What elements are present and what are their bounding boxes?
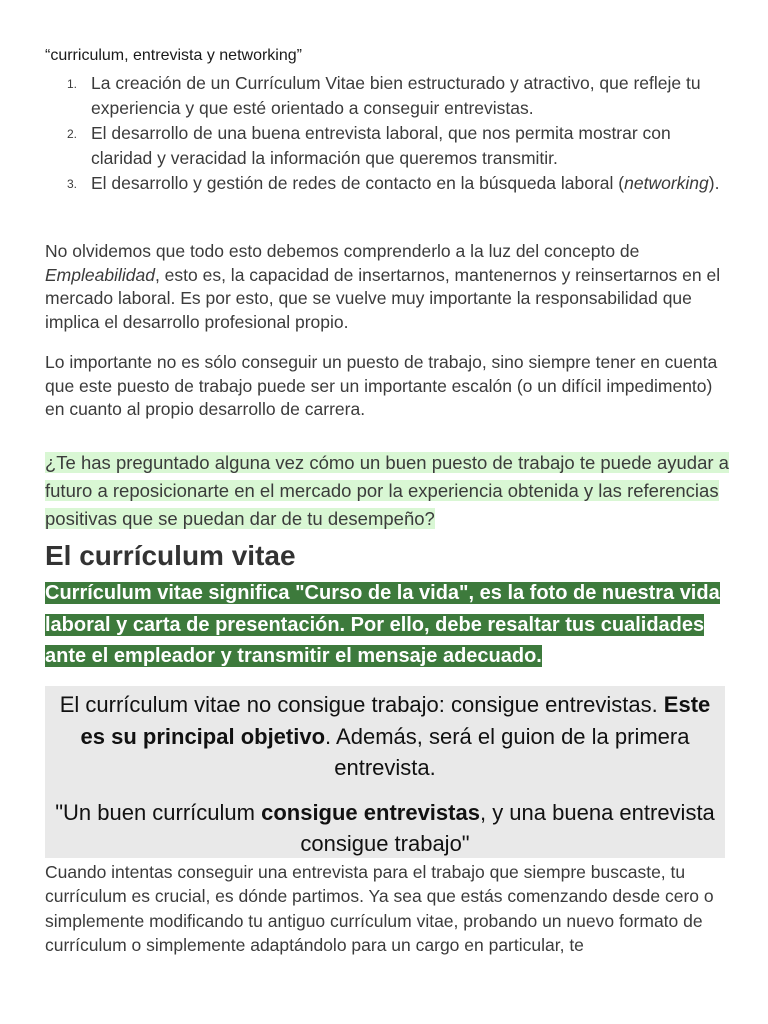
steps-list xyxy=(45,71,735,196)
saying-emphasis: consigue entrevistas xyxy=(261,799,480,825)
section-heading: El currículum vitae xyxy=(45,540,296,571)
list-item-text: La creación de un Currículum Vitae bien estructurado y atractivo, que refleje tu experiencia y que esté orientado a conseguir entrevistas. xyxy=(91,73,701,118)
list-item xyxy=(45,71,735,121)
intro-title: “curriculum, entrevista y networking” xyxy=(45,47,302,64)
list-number: 1. xyxy=(67,77,78,91)
list-item-text-before: El desarrollo y gestión de redes de contacto en la búsqueda laboral ( xyxy=(91,173,625,193)
list-item-text: El desarrollo de una buena entrevista laboral, que nos permita mostrar con claridad y veracidad la información que queremos transmitir. xyxy=(91,123,671,168)
question-text: ¿Te has preguntado alguna vez cómo un buen puesto de trabajo te puede ayudar a futuro a reposicionarte en el mercado por la experiencia obtenida y las referencias positivas que se puedan dar de tu desempeño? xyxy=(45,452,729,529)
quote-objective xyxy=(45,686,725,784)
highlighted-question xyxy=(45,449,735,533)
callout-text: Currículum vitae significa "Curso de la vida", es la foto de nuestra vida laboral y carta de presentación. Por ello, debe resaltar tus cualidades ante el empleador y transmitir el mensaje adecuado. xyxy=(45,582,720,667)
career-paragraph: Lo importante no es sólo conseguir un puesto de trabajo, sino siempre tener en cuenta que este puesto de trabajo puede ser un importante escalón (o un difícil impedimento) en cuanto al propio desarrollo de carrera. xyxy=(45,352,718,419)
list-number: 2. xyxy=(67,127,78,141)
saying-text-before: "Un buen currículum xyxy=(55,799,262,825)
definition-callout xyxy=(45,578,725,673)
intro-cv-paragraph: Cuando intentas conseguir una entrevista para el trabajo que siempre buscaste, tu currículum es crucial, es dónde partimos. Ya sea que estás comenzando desde cero o simplemente modificando tu antiguo currículum vitae, probando un nuevo formato de currículum o simplemente adaptándolo para un cargo en particular, te xyxy=(45,862,714,955)
quote-box xyxy=(45,686,725,858)
list-item-text-after: ). xyxy=(708,173,720,193)
paragraph-text-before: No olvidemos que todo esto debemos comprenderlo a la luz del concepto de xyxy=(45,241,640,261)
quote-text-before: El currículum vitae no consigue trabajo: consigue entrevistas. xyxy=(59,692,664,717)
employability-paragraph xyxy=(45,240,735,334)
quote-saying xyxy=(45,797,725,860)
saying-text-after: , y una buena entrevista consigue trabajo" xyxy=(300,799,715,856)
list-number: 3. xyxy=(67,177,78,191)
list-item xyxy=(45,121,735,171)
paragraph-text-after: , esto es, la capacidad de insertarnos, mantenernos y reinsertarnos en el mercado laboral. Es por esto, que se vuelve muy importante la responsabilidad que implica el desarrollo profesional propio. xyxy=(45,264,721,332)
quote-text-after: . Además, será el guion de la primera entrevista. xyxy=(325,723,690,780)
employability-term: Empleabilidad xyxy=(45,264,155,285)
list-item-text-italic: networking xyxy=(624,173,709,193)
quote-emphasis: Este es su principal objetivo xyxy=(80,692,711,749)
list-item xyxy=(45,171,735,196)
